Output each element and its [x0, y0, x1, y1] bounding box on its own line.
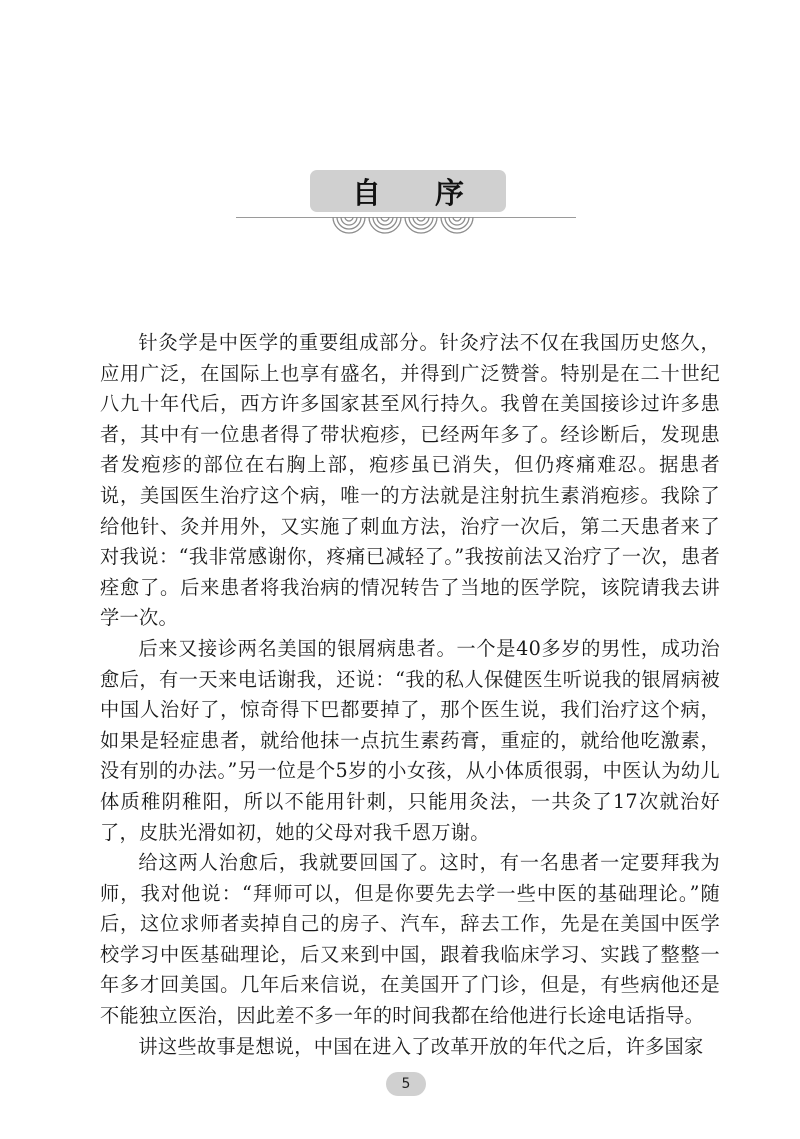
paragraph: 给这两人治愈后，我就要回国了。这时，有一名患者一定要拜我为师，我对他说：“拜师可以，但是你要先去学一些中医的基础理论。”随后，这位求师者卖掉自己的房子、汽车，辞去工作，先是在美国中医学校学习中医基础理论，后又来到中国，跟着我临床学习、实践了整整一年多才回美国。几年后来信说，在美国开了门诊，但是，有些病他还是不能独立医治，因此差不多一年的时间我都在给他进行长途电话指导。 — [100, 851, 720, 1028]
page-number: 5 — [386, 1072, 426, 1096]
paragraph: 讲这些故事是想说，中国在进入了改革开放的年代之后，许多国家 — [138, 1034, 704, 1058]
concentric-arcs-ornament-icon — [330, 217, 480, 241]
body-text — [100, 328, 720, 1062]
page-title: 自序 — [351, 175, 518, 210]
paragraph: 后来又接诊两名美国的银屑病患者。一个是40多岁的男性，成功治愈后，有一天来电话谢我，还说：“我的私人保健医生听说我的银屑病被中国人治好了，惊奇得下巴都要掉了，那个医生说，我们治疗这个病，如果是轻症患者，就给他抹一点抗生素药膏，重症的，就给他吃激素，没有别的办法。”另一位是个5岁的小女孩，从小体质很弱，中医认为幼儿体质稚阴稚阳，所以不能用针刺，只能用灸法，一共灸了17次就治好了，皮肤光滑如初，她的父母对我千恩万谢。 — [100, 636, 720, 844]
paragraph: 针灸学是中医学的重要组成部分。针灸疗法不仅在我国历史悠久，应用广泛，在国际上也享有盛名，并得到广泛赞誉。特别是在二十世纪八九十年代后，西方许多国家甚至风行持久。我曾在美国接诊过许多患者，其中有一位患者得了带状疱疹，已经两年多了。经诊断后，发现患者发疱疹的部位在右胸上部，疱疹虽已消失，但仍疼痛难忍。据患者说，美国医生治疗这个病，唯一的方法就是注射抗生素消疱疹。我除了给他针、灸并用外，又实施了刺血方法，治疗一次后，第二天患者来了对我说：“我非常感谢你，疼痛已减轻了。”我按前法又治疗了一次，患者痊愈了。后来患者将我治病的情况转告了当地的医学院，该院请我去讲学一次。 — [100, 331, 720, 630]
title-box — [310, 170, 518, 212]
